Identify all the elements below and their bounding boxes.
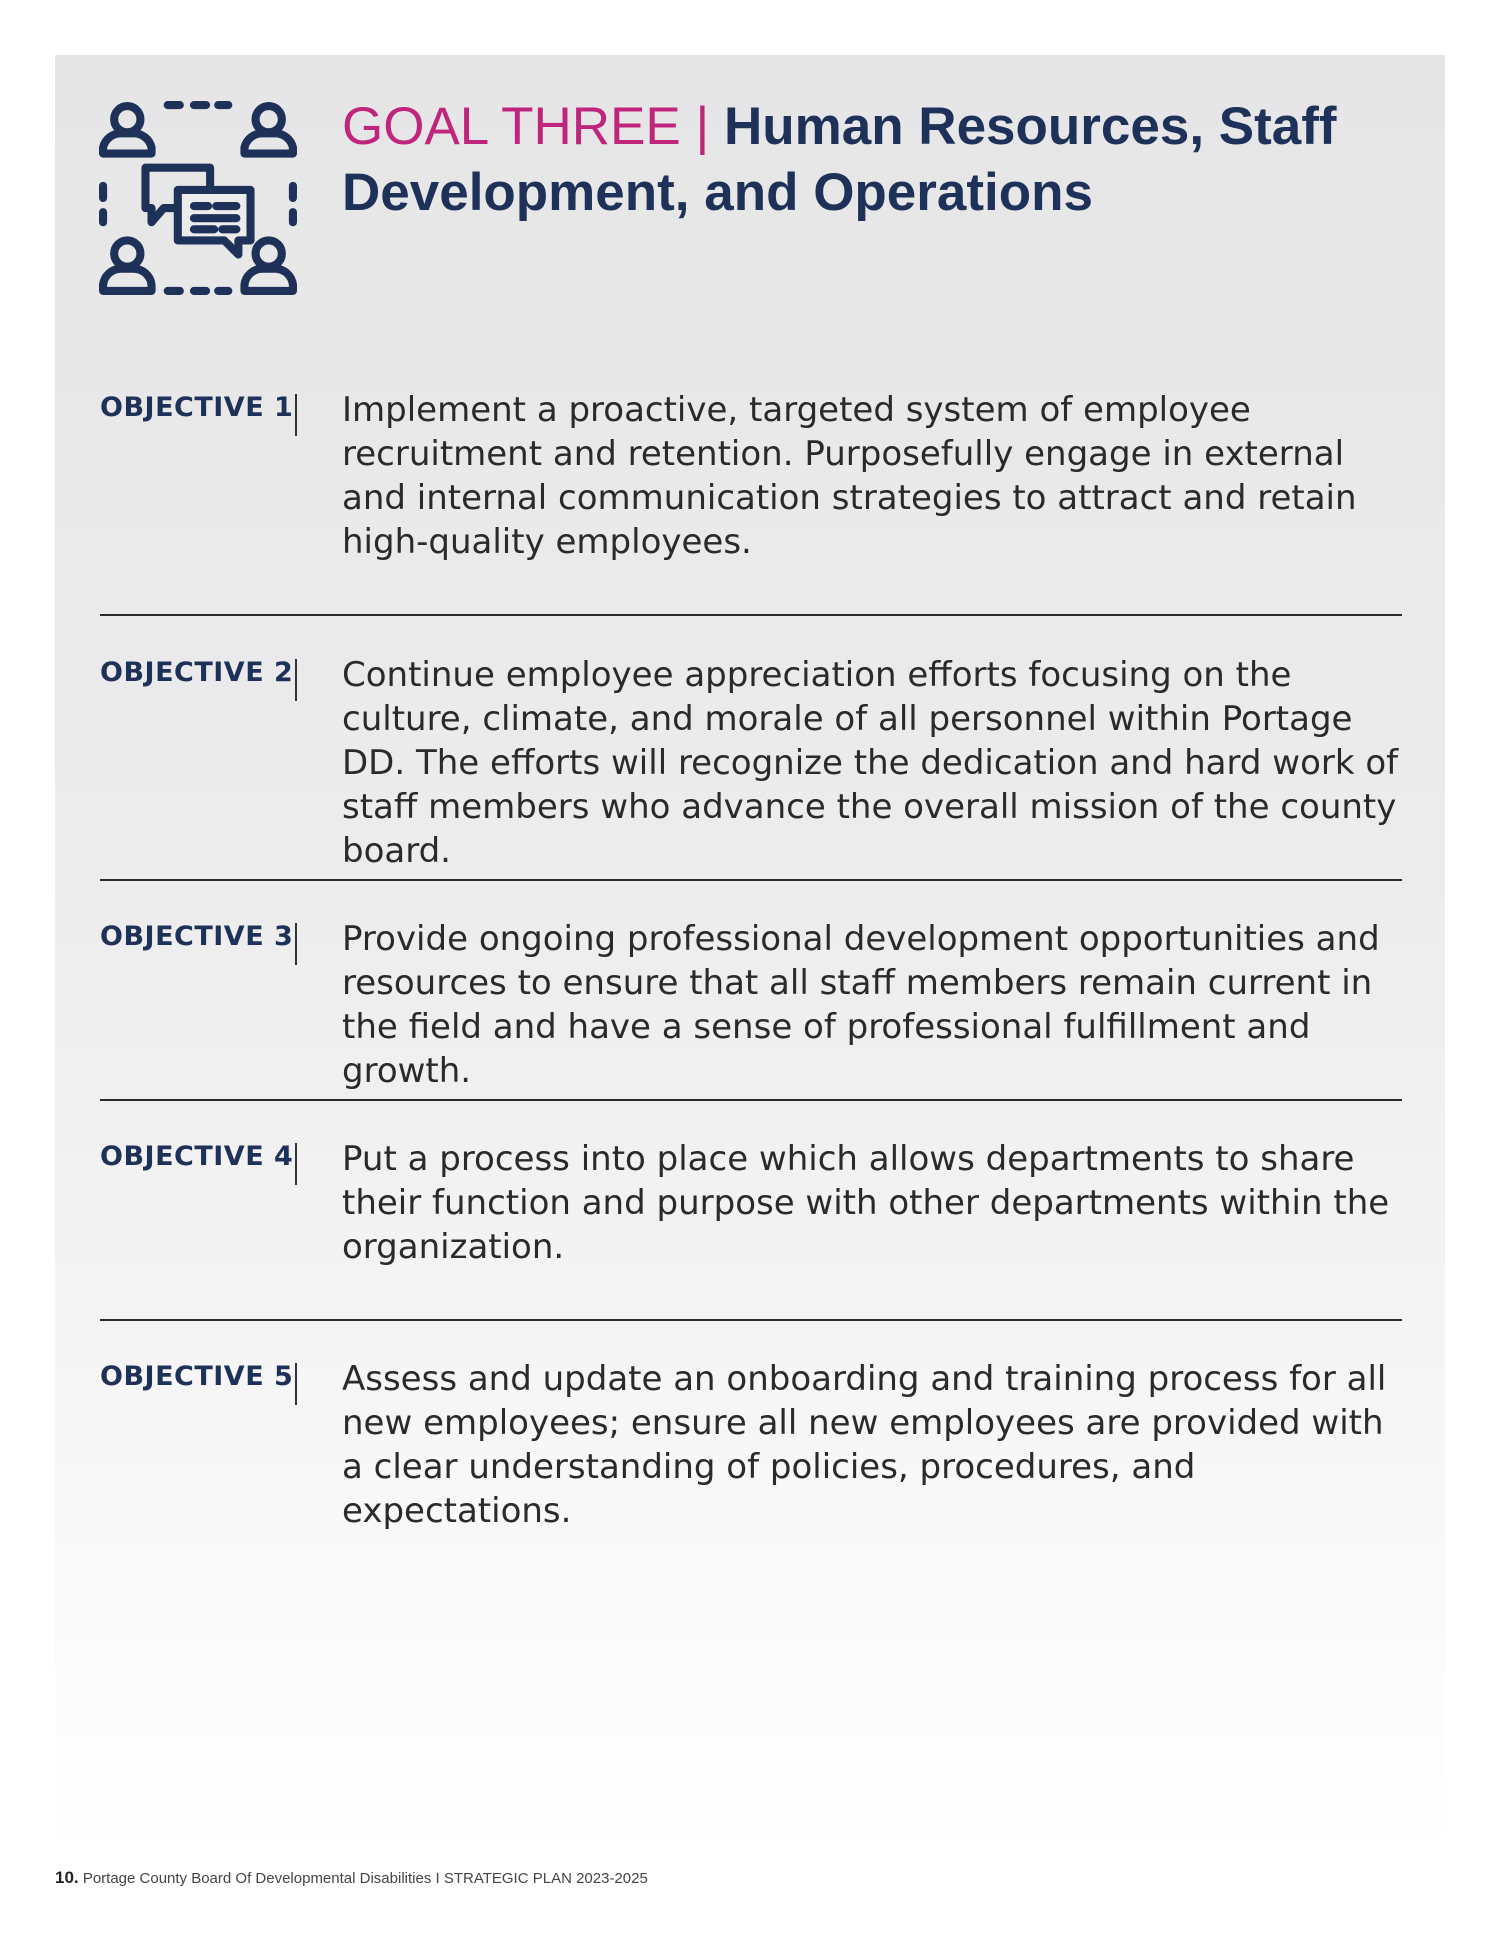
objective-text: Put a process into place which allows departments to share their function and purpose with other departments within the organization. — [342, 1139, 1390, 1267]
objective-label: OBJECTIVE 1 — [100, 392, 294, 423]
objective-text: Assess and update an onboarding and training process for all new employees; ensure all new employees are provided with a clear understanding of policies, procedures, and expectations. — [342, 1359, 1387, 1531]
divider — [100, 614, 1402, 616]
divider — [100, 1319, 1402, 1321]
objective-text: Implement a proactive, targeted system of employee recruitment and retention. Purposefully engage in external and internal communication strategies to attract and retain high-quality employees. — [342, 390, 1357, 562]
objective-separator — [295, 1363, 297, 1405]
page-footer — [55, 1868, 648, 1888]
objective-text: Provide ongoing professional development opportunities and resources to ensure that all staff members remain current in the field and have a sense of professional fulfillment and growth. — [342, 919, 1380, 1091]
objective-separator — [295, 394, 297, 436]
goal-separator: | — [695, 97, 710, 156]
team-chat-icon — [97, 97, 299, 299]
divider — [100, 879, 1402, 881]
goal-label: GOAL THREE — [342, 97, 681, 156]
objective-separator — [295, 659, 297, 701]
objective-label: OBJECTIVE 5 — [100, 1361, 294, 1392]
goal-name: Human Resources, Staff Development, and Operations — [342, 97, 1337, 222]
objective-text: Continue employee appreciation efforts focusing on the culture, climate, and morale of all personnel within Portage DD. The efforts will recognize the dedication and hard work of staff members who advance the overall mission of the county board. — [342, 655, 1399, 871]
divider — [100, 1099, 1402, 1101]
objective-label: OBJECTIVE 4 — [100, 1141, 294, 1172]
objective-label: OBJECTIVE 3 — [100, 921, 294, 952]
goal-title — [342, 94, 1402, 226]
objective-separator — [295, 923, 297, 965]
objective-label: OBJECTIVE 2 — [100, 657, 294, 688]
page-number: 10. — [55, 1868, 79, 1887]
footer-text: Portage County Board Of Developmental Disabilities I STRATEGIC PLAN 2023-2025 — [82, 1870, 648, 1887]
objective-separator — [295, 1143, 297, 1185]
